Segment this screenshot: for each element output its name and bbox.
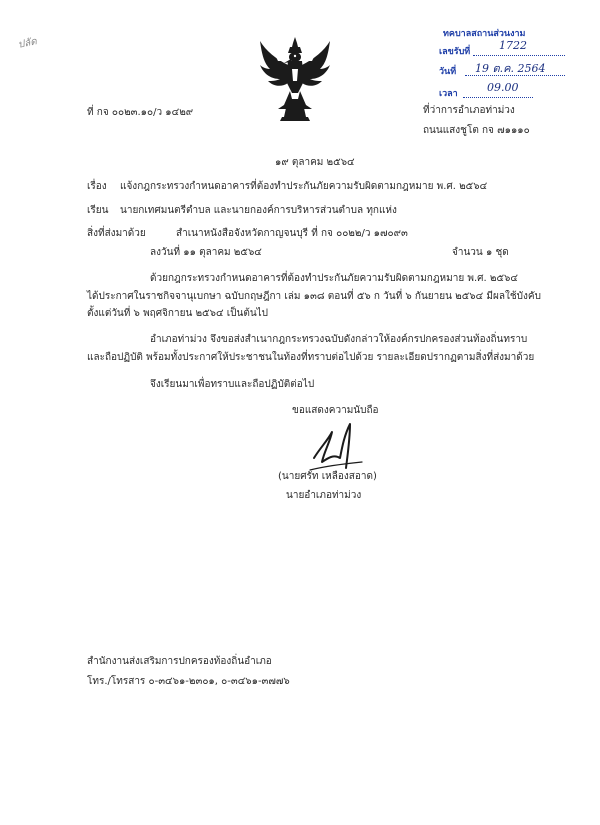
paragraph-3: จึงเรียนมาเพื่อทราบและถือปฏิบัติต่อไป <box>150 379 315 390</box>
paragraph-1-line3: ตั้งแต่วันที่ ๖ พฤศจิกายน ๒๕๖๔ เป็นต้นไป <box>87 308 269 319</box>
stamp-time-label: เวลา <box>439 89 458 99</box>
receipt-stamp <box>439 24 567 104</box>
footer-phone: โทร./โทรสาร ๐-๓๔๖๑-๒๓๐๑, ๐-๓๔๖๑-๓๗๗๖ <box>87 676 290 687</box>
signer-name: (นายศรัท เหลืองสอาด) <box>278 471 377 482</box>
paragraph-1-line2: ได้ประกาศในราชกิจจานุเบกษา ฉบับกฤษฎีกา เล่ม ๑๓๘ ตอนที่ ๕๖ ก วันที่ ๖ กันยายน ๒๕๖๔ มีผลใช้บังคับ <box>87 291 541 302</box>
handwritten-corner-mark: ปลัด <box>17 36 38 51</box>
subject-text: แจ้งกฎกระทรวงกำหนดอาคารที่ต้องทำประกันภัยความรับผิดตามกฎหมาย พ.ศ. ๒๕๖๔ <box>120 181 488 192</box>
attachment-quantity: จำนวน ๑ ชุด <box>452 247 509 258</box>
signer-title: นายอำเภอท่าม่วง <box>286 490 362 501</box>
recipient-label: เรียน <box>87 205 109 216</box>
handwritten-signature <box>306 418 366 474</box>
paragraph-2-line1: อำเภอท่าม่วง จึงขอส่งสำเนากฎกระทรวงฉบับดังกล่าวให้องค์กรปกครองส่วนท้องถิ่นทราบ <box>150 334 528 345</box>
document-number: ที่ กจ ๐๐๒๓.๑๐/ว ๑๔๒๙ <box>87 107 194 118</box>
paragraph-2-line2: และถือปฏิบัติ พร้อมทั้งประกาศให้ประชาชนในท้องที่ทราบต่อไปด้วย รายละเอียดปรากฏตามสิ่งที่ส่งมาด้วย <box>87 352 535 363</box>
garuda-emblem-icon <box>258 37 332 121</box>
stamp-receive-no-value: 1722 <box>499 39 527 52</box>
closing-salutation: ขอแสดงความนับถือ <box>292 405 379 416</box>
stamp-org-label: ทคบาลสถานส่วนงาม <box>443 29 526 39</box>
attachment-label: สิ่งที่ส่งมาด้วย <box>87 228 146 239</box>
attachment-line2: ลงวันที่ ๑๑ ตุลาคม ๒๕๖๔ <box>150 247 262 258</box>
document-date: ๑๙ ตุลาคม ๒๕๖๔ <box>275 157 355 168</box>
recipient-text: นายกเทศมนตรีตำบล และนายกองค์การบริหารส่วนตำบล ทุกแห่ง <box>120 205 397 216</box>
footer-office: สำนักงานส่งเสริมการปกครองท้องถิ่นอำเภอ <box>87 656 272 667</box>
office-address-line1: ที่ว่าการอำเภอท่าม่วง <box>423 105 515 116</box>
stamp-date-value: 19 ต.ค. 2564 <box>475 62 546 75</box>
stamp-date-label: วันที่ <box>439 67 457 77</box>
subject-label: เรื่อง <box>87 181 107 192</box>
attachment-line1: สำเนาหนังสือจังหวัดกาญจนบุรี ที่ กจ ๐๐๒๒/ว ๑๗๐๙๓ <box>176 228 408 239</box>
office-address-line2: ถนนแสงชูโต กจ ๗๑๑๑๐ <box>423 125 530 136</box>
stamp-time-value: 09.00 <box>487 81 519 94</box>
paragraph-1-line1: ด้วยกฎกระทรวงกำหนดอาคารที่ต้องทำประกันภัยความรับผิดตามกฎหมาย พ.ศ. ๒๕๖๔ <box>150 273 518 284</box>
stamp-receive-no-label: เลขรับที่ <box>439 47 471 57</box>
